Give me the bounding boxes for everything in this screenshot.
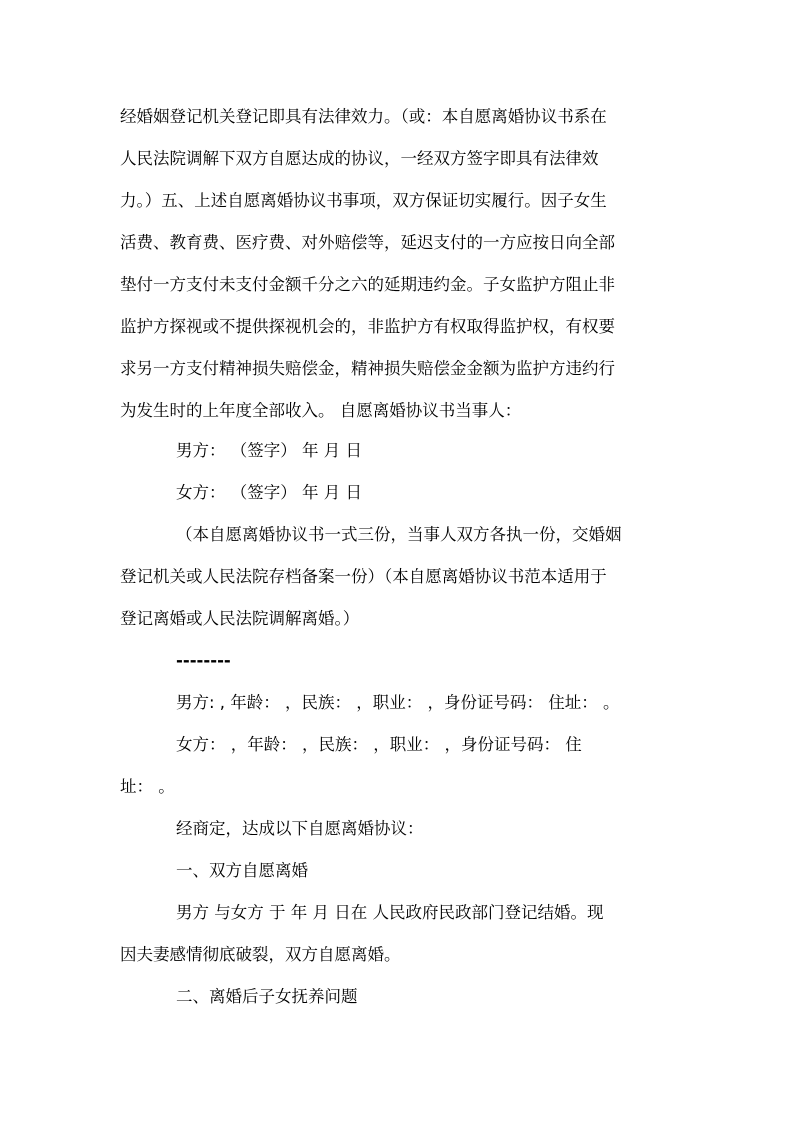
section-separator: -------- [176, 651, 231, 670]
section-heading-2: 二、离婚后子女抚养问题 [176, 987, 358, 1006]
text-line: 为发生时的上年度全部收入。 自愿离婚协议书当事人： [120, 401, 522, 420]
text-line: 登记机关或人民法院存档备案一份）（本自愿离婚协议书范本适用于 [120, 567, 607, 586]
text-line: 因夫妻感情彻底破裂，双方自愿离婚。 [120, 945, 401, 964]
text-line: 力。）五、上述自愿离婚协议书事项，双方保证切实履行。因子女生 [120, 191, 607, 210]
text-line: 址： 。 [120, 777, 175, 796]
text-line: 垫付一方支付未支付金额千分之六的延期违约金。子女监护方阻止非 [120, 275, 615, 294]
text-line: 活费、教育费、医疗费、对外赔偿等，延迟支付的一方应按日向全部 [120, 233, 615, 252]
text-line: 登记离婚或人民法院调解离婚。） [120, 609, 360, 628]
text-line: （本自愿离婚协议书一式三份，当事人双方各执一份，交婚姻 [176, 525, 622, 544]
text-line: 监护方探视或不提供探视机会的，非监护方有权取得监护权，有权要 [120, 317, 615, 336]
text-line: 男方 与女方 于 年 月 日在 人民政府民政部门登记结婚。现 [176, 903, 604, 922]
agreement-intro: 经商定，达成以下自愿离婚协议： [176, 819, 424, 838]
text-line: 人民法院调解下双方自愿达成的协议，一经双方签字即具有法律效 [120, 149, 599, 168]
section-heading-1: 一、双方自愿离婚 [176, 861, 308, 880]
female-info-line: 女方： ，年龄： ，民族： ，职业： ，身份证号码： 住 [176, 735, 582, 754]
signature-line-female: 女方： （签字） 年 月 日 [176, 483, 362, 502]
signature-line-male: 男方： （签字） 年 月 日 [176, 441, 362, 460]
text-line: 求另一方支付精神损失赔偿金，精神损失赔偿金金额为监护方违约行 [120, 359, 615, 378]
text-line: 经婚姻登记机关登记即具有法律效力。（或：本自愿离婚协议书系在 [120, 107, 607, 126]
male-info-line: 男方: , 年龄： ，民族： ，职业： ，身份证号码： 住址： 。 [176, 693, 620, 712]
